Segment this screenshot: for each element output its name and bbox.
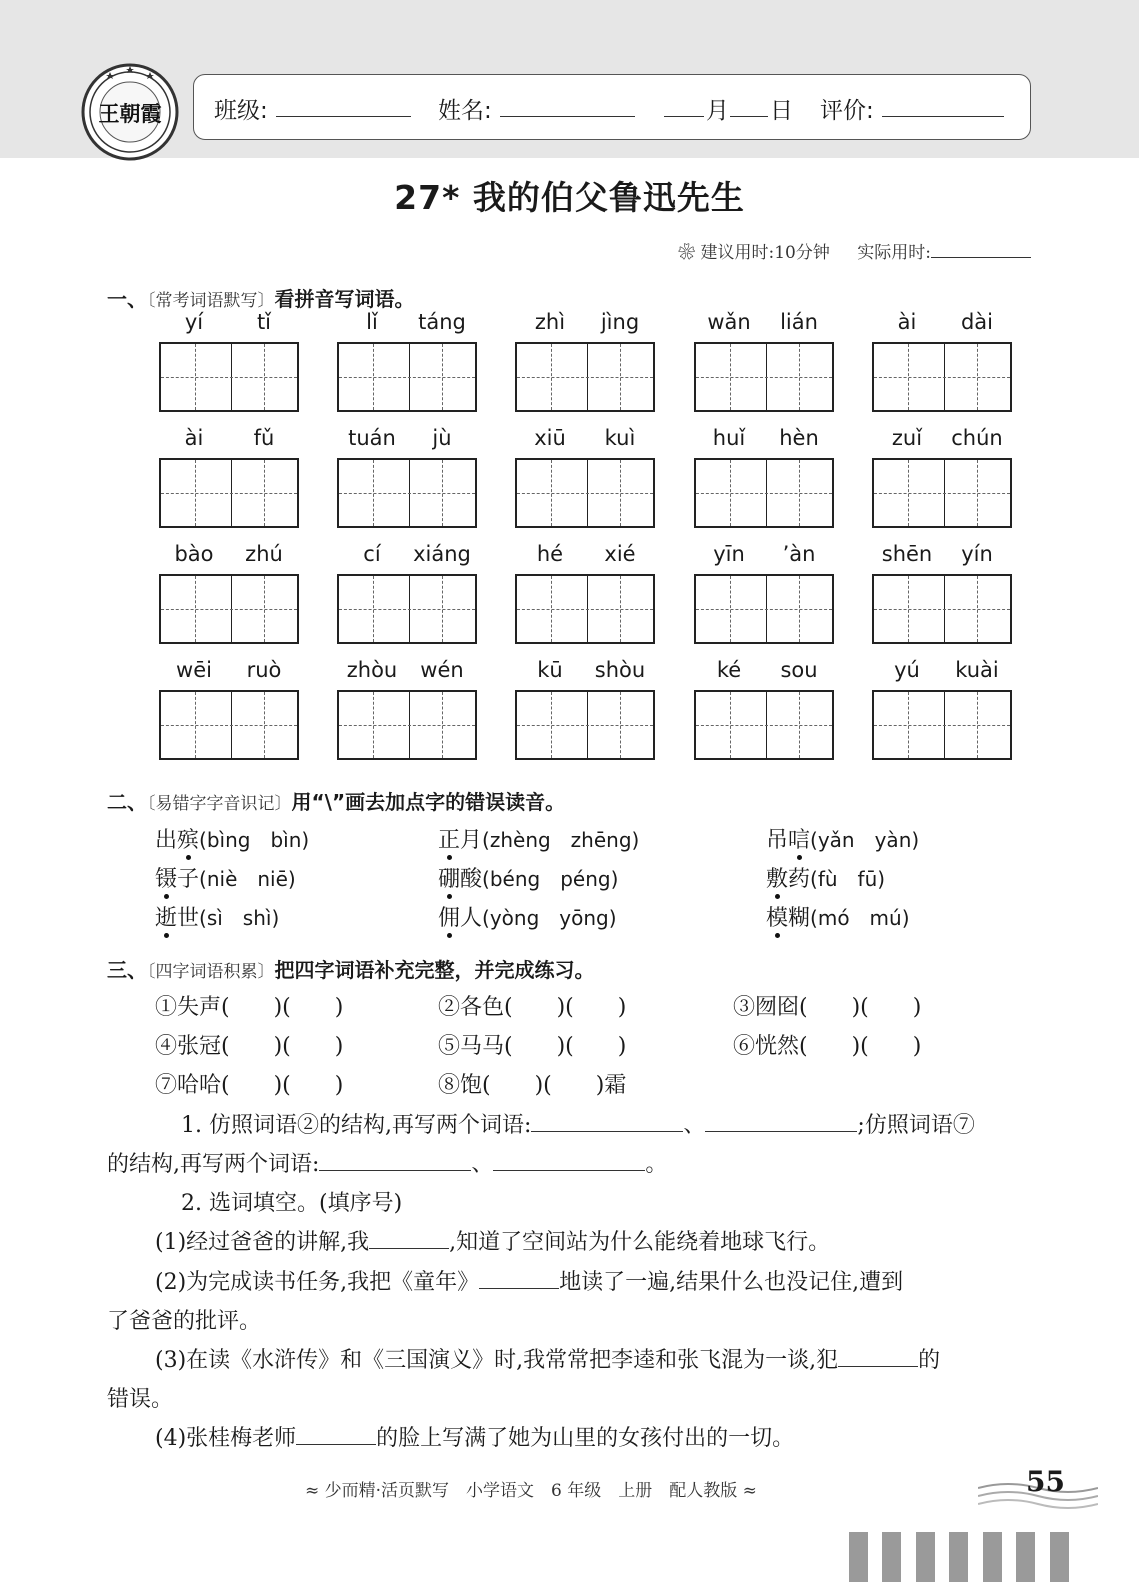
pinyin-syllable: sou [780,658,818,682]
writing-grid[interactable] [872,458,1012,528]
dotted-character: 敷 [766,867,789,892]
student-info-box [193,74,1031,140]
idiom-item[interactable]: ⑧饱( )( )霜 [438,1073,627,1098]
pinyin-syllable: xiáng [413,542,471,566]
publisher-logo [80,62,180,162]
pinyin-syllable: wǎn [707,310,751,334]
pronunciation-item: 逝世(sì shì) [155,906,280,931]
pinyin-syllable: kuài [955,658,999,682]
reading-options[interactable]: (bìng bìn) [199,828,310,852]
rating-label: 评价: [820,98,874,124]
page-number: 55 [1026,1465,1065,1498]
writing-grid[interactable] [515,458,655,528]
idiom-item[interactable]: ⑤马马( )( ) [438,1034,627,1059]
name-field[interactable] [500,92,635,117]
pronunciation-item: 硼酸(béng péng) [438,867,619,892]
reading-options[interactable]: (yòng yōng) [482,906,617,930]
footer-text: ≈ 少而精·活页默写 小学语文 6 年级 上册 配人教版 ≈ [305,1481,757,1501]
writing-grid[interactable] [694,690,834,760]
month-label: 月 [706,98,729,124]
dotted-character: 模 [766,906,789,931]
dotted-character: 逝 [155,906,178,931]
writing-grid[interactable] [337,458,477,528]
pinyin-syllable: kuì [604,426,636,450]
writing-grid[interactable] [515,342,655,412]
pinyin-syllable: ruò [246,658,282,682]
writing-grid[interactable] [159,458,299,528]
pronunciation-item: 模糊(mó mú) [766,906,910,931]
pronunciation-item: 出殡(bìng bìn) [155,828,310,853]
q1-blank-4[interactable] [493,1150,645,1171]
writing-grid[interactable] [694,574,834,644]
pinyin-syllable: ké [716,658,742,682]
actual-time-label: 实际用时: [857,243,931,263]
dotted-character: 硼 [438,867,461,892]
writing-grid[interactable] [694,342,834,412]
pinyin-syllable: kū [537,658,563,682]
pinyin-syllable: huǐ [712,426,746,450]
edge-tab [882,1532,901,1582]
pinyin-syllable: hé [536,542,564,566]
pinyin-syllable: táng [418,310,466,334]
q2-blank-3[interactable] [838,1346,918,1367]
dotted-character: 殡 [177,828,200,853]
pinyin-syllable: shēn [881,542,933,566]
pronunciation-item: 佣人(yòng yōng) [438,906,617,931]
q2-item-3: (3)在读《水浒传》和《三国演义》时,我常常把李逵和张飞混为一谈,犯 的 [155,1348,941,1373]
idiom-item[interactable]: ④张冠( )( ) [155,1034,344,1059]
pinyin-syllable: zuǐ [891,426,923,450]
section2-number: 二、 [107,790,147,814]
idiom-item[interactable]: ①失声( )( ) [155,995,344,1020]
writing-grid[interactable] [515,574,655,644]
pronunciation-item: 正月(zhèng zhēng) [438,828,640,853]
pinyin-syllable: shòu [594,658,646,682]
suggested-time: 建议用时:10分钟 [700,243,830,263]
writing-grid[interactable] [872,690,1012,760]
pinyin-syllable: jìng [600,310,640,334]
section3-instruction: 把四字词语补充完整，并完成练习。 [274,958,595,982]
section3-number: 三、 [107,958,147,982]
q2-title: 2. 选词填空。(填序号) [181,1191,403,1216]
q2-item-2-cont: 了爸爸的批评。 [107,1309,262,1334]
class-field[interactable] [276,92,411,117]
section2-heading [107,786,565,815]
section3-heading [107,954,595,983]
edge-tab [849,1532,868,1582]
q2-item-4: (4)张桂梅老师 的脸上写满了她为山里的女孩付出的一切。 [155,1426,795,1451]
pinyin-syllable: zhì [534,310,566,334]
q1-blank-2[interactable] [705,1111,857,1132]
writing-grid[interactable] [159,342,299,412]
pronunciation-item: 镊子(niè niē) [155,867,296,892]
reading-options[interactable]: (fù fū) [810,867,886,891]
q2-item-3-cont: 错误。 [107,1387,174,1412]
dotted-character: 正 [438,828,461,853]
section1-number: 一、 [107,287,147,311]
reading-options[interactable]: (zhèng zhēng) [482,828,640,852]
idiom-item[interactable]: ⑥恍然( )( ) [733,1034,922,1059]
pinyin-syllable: wén [420,658,464,682]
section2-tag: 〔易错字字音识记〕 [147,794,292,814]
dotted-character: 唁 [788,828,811,853]
pinyin-syllable: bào [174,542,214,566]
pronunciation-item: 敷药(fù fū) [766,867,886,892]
pinyin-syllable: zhú [245,542,283,566]
pinyin-syllable: fǔ [253,426,275,450]
section1-tag: 〔常考词语默写〕 [147,291,275,311]
edge-tab [949,1532,968,1582]
reading-options[interactable]: (béng péng) [482,867,619,891]
pinyin-syllable: ài [184,426,204,450]
reading-options[interactable]: (sì shì) [199,906,280,930]
pinyin-syllable: wēi [176,658,212,682]
pinyin-syllable: zhòu [346,658,398,682]
section3-tag: 〔四字词语积累〕 [147,962,275,982]
pinyin-syllable: xié [604,542,636,566]
idiom-item[interactable]: ③囫囵( )( ) [733,995,922,1020]
reading-options[interactable]: (niè niē) [199,867,296,891]
reading-options[interactable]: (mó mú) [810,906,910,930]
pinyin-syllable: dài [960,310,994,334]
writing-grid[interactable] [159,574,299,644]
writing-grid[interactable] [872,574,1012,644]
pinyin-syllable: yú [894,658,920,682]
q1-line1: 1. 仿照词语②的结构,再写两个词语: 、 ;仿照词语⑦ [181,1113,975,1138]
pinyin-syllable: cí [363,542,381,566]
pinyin-syllable: tuán [348,426,396,450]
clock-icon: ❀ [678,243,696,263]
pinyin-syllable: jù [432,426,452,450]
writing-grid[interactable] [337,342,477,412]
edge-tab [983,1532,1002,1582]
section1-heading [107,283,415,312]
writing-grid[interactable] [872,342,1012,412]
dotted-character: 佣 [438,906,461,931]
writing-grid[interactable] [515,690,655,760]
writing-grid[interactable] [159,690,299,760]
day-field[interactable] [730,92,768,117]
actual-time-field[interactable] [931,241,1031,258]
pinyin-syllable: ’àn [782,542,816,566]
q1-blank-1[interactable] [531,1111,683,1132]
writing-grid[interactable] [694,458,834,528]
pinyin-syllable: lián [780,310,818,334]
q2-item-1: (1)经过爸爸的讲解,我 ,知道了空间站为什么能绕着地球飞行。 [155,1230,831,1255]
q2-blank-4[interactable] [296,1424,376,1445]
name-label: 姓名: [438,98,492,124]
q2-blank-2[interactable] [479,1268,559,1289]
pinyin-syllable: xiū [534,426,566,450]
pronunciation-item: 吊唁(yǎn yàn) [766,828,920,853]
class-label: 班级: [214,98,268,124]
reading-options[interactable]: (yǎn yàn) [810,828,920,852]
q2-blank-1[interactable] [369,1228,449,1249]
pinyin-syllable: ài [897,310,917,334]
pinyin-syllable: lǐ [366,310,378,334]
section1-instruction: 看拼音写词语。 [274,287,415,311]
q1-line2: 的结构,再写两个词语: 、 。 [107,1152,668,1177]
pinyin-syllable: yí [184,310,204,334]
pinyin-syllable: yín [961,542,993,566]
edge-tab [916,1532,935,1582]
pinyin-syllable: tǐ [256,310,272,334]
q1-blank-3[interactable] [319,1150,471,1171]
writing-grid[interactable] [337,574,477,644]
rating-field[interactable] [882,92,1004,117]
section2-instruction: 用“\”画去加点字的错误读音。 [291,790,566,814]
writing-grid[interactable] [337,690,477,760]
dotted-character: 镊 [155,867,178,892]
pinyin-syllable: chún [951,426,1003,450]
page-title: 27* 我的伯父鲁迅先生 [394,178,745,217]
day-label: 日 [770,98,793,124]
time-info [678,238,1031,263]
edge-tab [1050,1532,1069,1582]
idiom-item[interactable]: ②各色( )( ) [438,995,627,1020]
edge-tab [1016,1532,1035,1582]
idiom-item[interactable]: ⑦哈哈( )( ) [155,1073,344,1098]
pinyin-syllable: hèn [779,426,819,450]
q2-item-2: (2)为完成读书任务,我把《童年》 地读了一遍,结果什么也没记住,遭到 [155,1270,904,1295]
pinyin-syllable: yīn [713,542,745,566]
svg-text:王朝霞: 王朝霞 [98,101,162,126]
month-field[interactable] [664,92,704,117]
